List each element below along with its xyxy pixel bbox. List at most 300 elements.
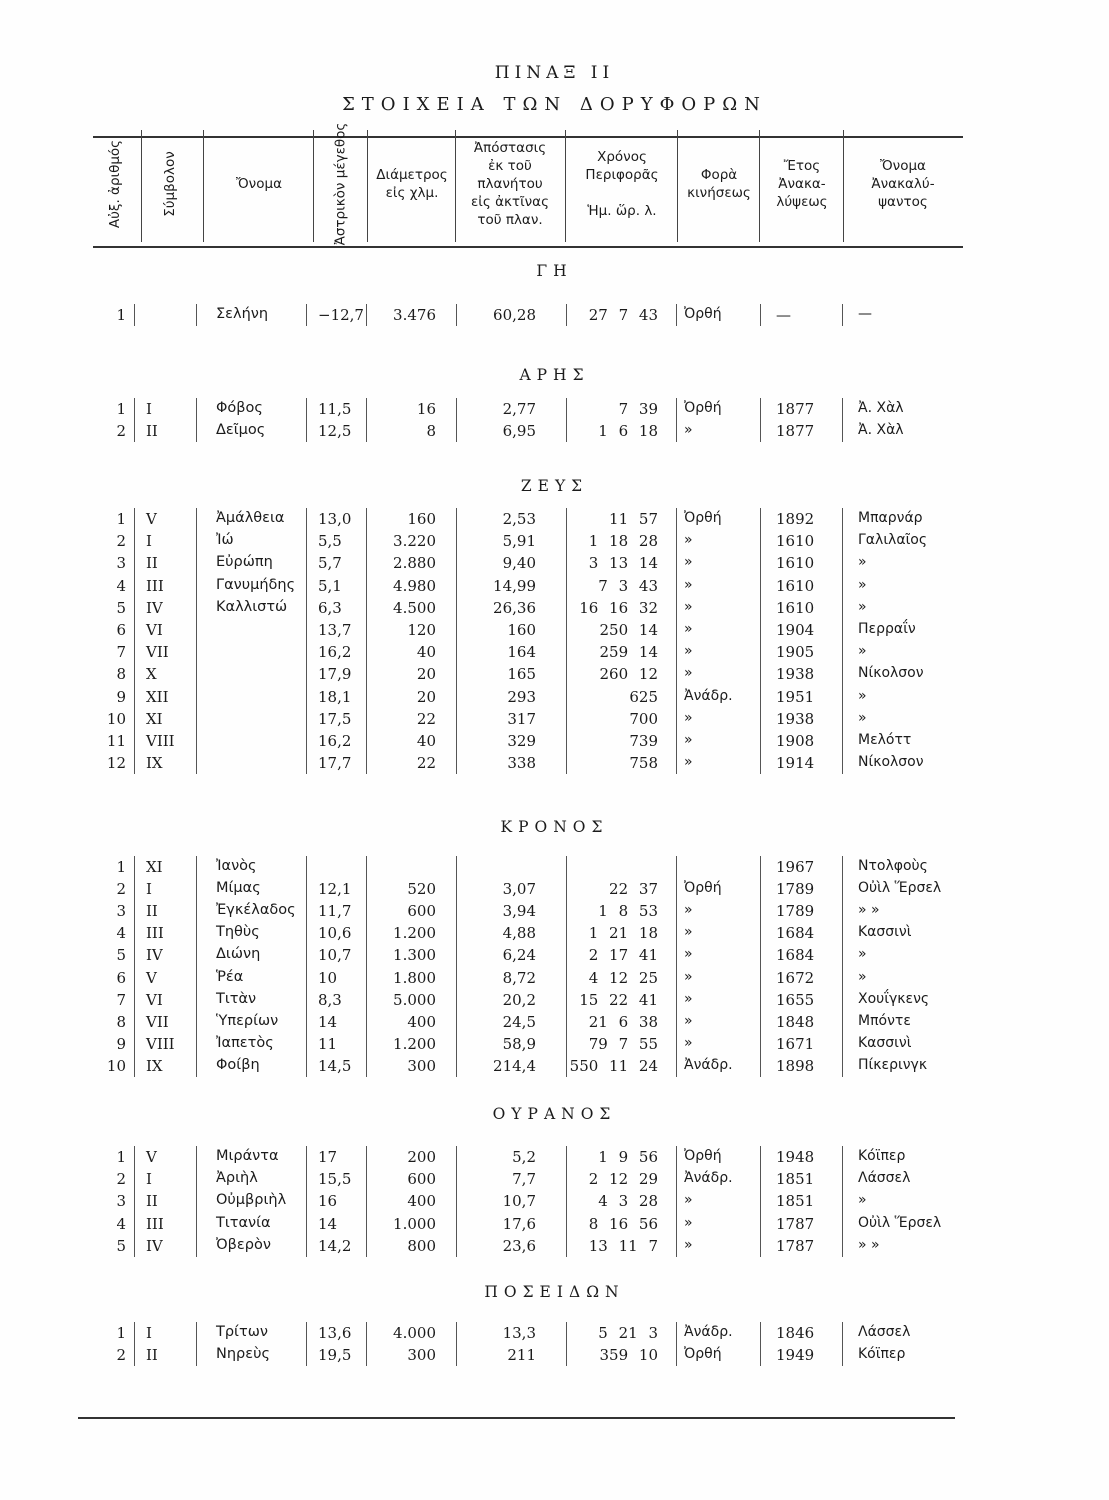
discoverer-name: Νίκολσον (858, 665, 924, 682)
discovery-year: 1908 (776, 732, 815, 750)
discovery-year: 1877 (776, 422, 815, 440)
satellite-name: Ὑπερίων (216, 1012, 279, 1029)
row-number: 6 (116, 968, 126, 987)
satellite-name: Μίμας (216, 880, 261, 897)
stellar-magnitude: 10,7 (318, 946, 352, 965)
diameter-km: 400 (407, 1012, 436, 1031)
satellite-symbol: I (146, 880, 152, 899)
discoverer-name: » (858, 1192, 867, 1209)
satellite-name: Δεῖμος (216, 422, 266, 438)
planet-distance: 26,36 (493, 598, 536, 617)
motion-direction: Ἀνάδρ. (684, 1324, 733, 1340)
orbital-period: 2 17 41 (588, 946, 658, 965)
row-number: 7 (116, 643, 126, 662)
motion-direction: » (684, 924, 693, 941)
discoverer-name: — (858, 306, 872, 322)
row-number: 1 (116, 400, 126, 418)
satellite-symbol: IX (146, 1056, 163, 1075)
satellite-name: Ἰώ (216, 532, 234, 549)
orbital-period: 8 16 56 (588, 1214, 658, 1233)
table-row (0, 902, 1109, 924)
stellar-magnitude: 11,7 (318, 902, 352, 921)
motion-direction: » (684, 1236, 693, 1253)
stellar-magnitude: 17,5 (318, 709, 352, 728)
row-number: 6 (116, 621, 126, 639)
satellite-symbol: XI (146, 858, 163, 876)
row-number: 1 (116, 858, 126, 876)
diameter-km: 600 (407, 902, 436, 921)
satellite-symbol: I (146, 1170, 152, 1189)
row-number: 3 (116, 1192, 126, 1211)
orbital-period: 79 7 55 (588, 1034, 658, 1053)
stellar-magnitude: 15,5 (318, 1170, 352, 1189)
orbital-period: 1 18 28 (588, 532, 658, 551)
discoverer-name: Πίκερινγκ (858, 1056, 928, 1073)
motion-direction: » (684, 576, 693, 593)
discovery-year: 1851 (776, 1192, 815, 1211)
stellar-magnitude: 13,0 (318, 510, 352, 528)
col-header-period: Χρόνος Περιφορᾶς Ἡμ. ὥρ. λ. (585, 149, 659, 219)
discovery-year: 1610 (776, 598, 815, 617)
orbital-period: 259 14 (599, 643, 658, 662)
satellite-name: Νηρεὺς (216, 1346, 270, 1362)
table-row (0, 1215, 1109, 1237)
stellar-magnitude: 16,2 (318, 643, 352, 662)
col-header-symbol: Σύμβολον (162, 151, 179, 217)
diameter-km: 1.200 (393, 924, 436, 943)
discoverer-name: Οὐὶλ Ἕρσελ (858, 1214, 942, 1231)
satellite-name: Ἐγκέλαδος (216, 902, 296, 919)
satellite-symbol: VII (146, 1012, 169, 1031)
col-header-discoverer: Ὄνομα Ἀνακαλύ- ψαντος (871, 158, 935, 210)
row-number: 4 (116, 924, 126, 943)
stellar-magnitude: 17 (318, 1148, 338, 1166)
orbital-period: 7 39 (618, 400, 658, 418)
row-number: 3 (116, 902, 126, 921)
table-row (0, 532, 1109, 554)
orbital-period: 739 (629, 732, 658, 750)
planet-distance: 165 (507, 665, 536, 684)
row-number: 4 (116, 1214, 126, 1233)
satellite-symbol: II (146, 1346, 158, 1364)
diameter-km: 600 (407, 1170, 436, 1189)
discovery-year: 1846 (776, 1324, 815, 1342)
planet-distance: 2,77 (502, 400, 536, 418)
motion-direction: Ἀνάδρ. (684, 1170, 733, 1187)
motion-direction: » (684, 532, 693, 549)
stellar-magnitude: 17,7 (318, 754, 352, 773)
diameter-km: 22 (416, 754, 436, 773)
motion-direction: Ὀρθή (684, 880, 722, 897)
table-row (0, 1346, 1109, 1368)
discoverer-name: Κόϊπερ (858, 1346, 906, 1362)
planet-distance: 214,4 (493, 1056, 536, 1075)
motion-direction: » (684, 946, 693, 963)
section-heading: ΟΥΡΑΝΟΣ (492, 1105, 617, 1123)
row-number: 12 (106, 754, 126, 773)
discoverer-name: Γαλιλαῖος (858, 532, 928, 549)
col-header-magnitude: Ἀστρικὸν μέγεθος (332, 122, 349, 246)
planet-distance: 338 (507, 754, 536, 773)
satellite-name: Ὀβερὸν (216, 1236, 271, 1253)
orbital-period: 7 3 43 (598, 576, 658, 595)
motion-direction: Ὀρθή (684, 1148, 722, 1164)
satellite-name: Ἀριὴλ (216, 1170, 258, 1187)
motion-direction: Ἀνάδρ. (684, 687, 733, 704)
planet-distance: 8,72 (502, 968, 536, 987)
table-row (0, 643, 1109, 665)
orbital-period: 250 14 (599, 621, 658, 639)
satellite-symbol: V (146, 510, 157, 528)
discovery-year: 1848 (776, 1012, 815, 1031)
row-number: 9 (116, 687, 126, 706)
discovery-year: 1610 (776, 532, 815, 551)
table-row (0, 400, 1109, 422)
discoverer-name: Λάσσελ (858, 1324, 911, 1340)
planet-distance: 13,3 (502, 1324, 536, 1342)
satellite-symbol: VIII (146, 732, 175, 750)
table-row (0, 1192, 1109, 1214)
stellar-magnitude: 13,6 (318, 1324, 352, 1342)
satellite-symbol: I (146, 1324, 152, 1342)
planet-distance: 329 (507, 732, 536, 750)
motion-direction: » (684, 598, 693, 615)
table-row (0, 991, 1109, 1013)
discoverer-name: Κασσινὶ (858, 924, 912, 941)
diameter-km: 1.800 (393, 968, 436, 987)
motion-direction: » (684, 1192, 693, 1209)
motion-direction: » (684, 902, 693, 919)
section-heading: ΖΕΥΣ (520, 477, 589, 495)
table-row (0, 969, 1109, 991)
discovery-year: 1851 (776, 1170, 815, 1189)
satellite-symbol: VII (146, 643, 169, 662)
satellite-symbol: V (146, 968, 157, 987)
discoverer-name: Νίκολσον (858, 754, 924, 771)
row-number: 8 (116, 665, 126, 684)
discoverer-name: » (858, 598, 867, 615)
diameter-km: 300 (407, 1056, 436, 1075)
satellite-name: Σελήνη (216, 306, 269, 322)
satellite-symbol: XII (146, 687, 169, 706)
stellar-magnitude: 14 (318, 1214, 338, 1233)
diameter-km: 40 (416, 732, 436, 750)
planet-distance: 3,94 (502, 902, 536, 921)
planet-distance: 17,6 (502, 1214, 536, 1233)
row-number: 5 (116, 598, 126, 617)
satellite-symbol: III (146, 924, 164, 943)
orbital-period: 3 13 14 (588, 554, 658, 573)
satellite-symbol: VIII (146, 1034, 175, 1053)
planet-distance: 24,5 (502, 1012, 536, 1031)
discoverer-name: » » (858, 1236, 880, 1253)
row-number: 7 (116, 990, 126, 1009)
table-row (0, 306, 1109, 328)
satellite-symbol: IV (146, 946, 163, 965)
stellar-magnitude: 18,1 (318, 687, 352, 706)
table-row (0, 665, 1109, 687)
discoverer-name: » (858, 576, 867, 593)
discoverer-name: Ἀ. Χὰλ (858, 400, 904, 416)
stellar-magnitude: 6,3 (318, 598, 342, 617)
planet-distance: 9,40 (502, 554, 536, 573)
diameter-km: 1.000 (393, 1214, 436, 1233)
table-row (0, 510, 1109, 532)
satellite-name: Φόβος (216, 400, 263, 416)
satellite-name: Ἰανὸς (216, 858, 257, 874)
table-row (0, 732, 1109, 754)
planet-distance: 5,91 (502, 532, 536, 551)
diameter-km: 20 (416, 687, 436, 706)
diameter-km: 4.500 (393, 598, 436, 617)
orbital-period: 1 8 53 (598, 902, 658, 921)
satellite-symbol: VI (146, 621, 163, 639)
table-row (0, 1057, 1109, 1079)
planet-distance: 5,2 (512, 1148, 536, 1166)
row-number: 3 (116, 554, 126, 573)
satellite-symbol: III (146, 1214, 164, 1233)
table-row (0, 754, 1109, 776)
stellar-magnitude: 11,5 (318, 400, 352, 418)
satellite-symbol: I (146, 532, 152, 551)
row-number: 1 (116, 1148, 126, 1166)
stellar-magnitude: 19,5 (318, 1346, 352, 1364)
orbital-period: 11 57 (609, 510, 658, 528)
section-heading: ΠΟΣΕΙΔΩΝ (484, 1283, 625, 1301)
stellar-magnitude: 5,1 (318, 576, 342, 595)
diameter-km: 300 (407, 1346, 436, 1364)
discoverer-name: Μπόντε (858, 1012, 911, 1029)
table-row (0, 880, 1109, 902)
stellar-magnitude: 14,2 (318, 1236, 352, 1255)
orbital-period: 1 6 18 (598, 422, 658, 440)
motion-direction: » (684, 968, 693, 985)
stellar-magnitude: 11 (318, 1034, 338, 1053)
satellite-symbol: IV (146, 1236, 163, 1255)
table-row (0, 946, 1109, 968)
row-number: 4 (116, 576, 126, 595)
satellite-symbol: X (146, 665, 157, 684)
discoverer-name: Ντολφοὺς (858, 858, 928, 874)
motion-direction: » (684, 1214, 693, 1231)
motion-direction: » (684, 732, 693, 748)
motion-direction: Ἀνάδρ. (684, 1056, 733, 1073)
stellar-magnitude: 13,7 (318, 621, 352, 639)
satellite-name: Τιτὰν (216, 990, 257, 1007)
orbital-period: 1 21 18 (588, 924, 658, 943)
diameter-km: 1.300 (393, 946, 436, 965)
satellite-symbol: VI (146, 990, 163, 1009)
discovery-year: 1610 (776, 576, 815, 595)
motion-direction: » (684, 643, 693, 660)
planet-distance: 4,88 (502, 924, 536, 943)
discovery-year: 1789 (776, 902, 815, 921)
col-header-name: Ὄνομα (236, 176, 282, 192)
row-number: 1 (116, 306, 126, 324)
table-row (0, 621, 1109, 643)
orbital-period: 15 22 41 (579, 990, 658, 1009)
stellar-magnitude: 16,2 (318, 732, 352, 750)
planet-distance: 20,2 (502, 990, 536, 1009)
table-row (0, 422, 1109, 444)
discovery-year: 1914 (776, 754, 815, 773)
discoverer-name: Κασσινὶ (858, 1034, 912, 1051)
discoverer-name: Χουΐγκενς (858, 990, 930, 1007)
satellite-name: Μιράντα (216, 1148, 279, 1164)
discovery-year: 1684 (776, 946, 815, 965)
table-row (0, 688, 1109, 710)
stellar-magnitude: 5,5 (318, 532, 342, 551)
diameter-km: 3.220 (393, 532, 436, 551)
orbital-period: 359 10 (599, 1346, 658, 1364)
satellite-symbol: II (146, 554, 158, 573)
orbital-period: 700 (629, 709, 658, 728)
planet-distance: 10,7 (502, 1192, 536, 1211)
row-number: 5 (116, 946, 126, 965)
satellite-symbol: XI (146, 709, 163, 728)
col-header-diameter: Διάμετρος εἰς χλμ. (376, 167, 448, 201)
satellite-name: Ἀμάλθεια (216, 510, 285, 526)
stellar-magnitude: 14,5 (318, 1056, 352, 1075)
satellite-name: Γανυμήδης (216, 576, 296, 593)
table-row (0, 1148, 1109, 1170)
orbital-period: 5 21 3 (598, 1324, 658, 1342)
table-row (0, 1324, 1109, 1346)
row-number: 10 (106, 709, 126, 728)
discoverer-name: Κόϊπερ (858, 1148, 906, 1164)
planet-distance: 317 (507, 709, 536, 728)
table-row (0, 577, 1109, 599)
diameter-km: 4.980 (393, 576, 436, 595)
discovery-year: 1904 (776, 621, 815, 639)
satellite-symbol: II (146, 422, 158, 440)
stellar-magnitude: 14 (318, 1012, 338, 1031)
discovery-year: 1610 (776, 554, 815, 573)
satellite-name: Καλλιστώ (216, 598, 288, 615)
diameter-km: 200 (407, 1148, 436, 1166)
discovery-year: 1787 (776, 1236, 815, 1255)
satellite-symbol: V (146, 1148, 157, 1166)
diameter-km: 120 (407, 621, 436, 639)
satellite-name: Τιτανία (216, 1214, 271, 1231)
motion-direction: » (684, 709, 693, 726)
discovery-year: 1948 (776, 1148, 815, 1166)
stellar-magnitude: 17,9 (318, 665, 352, 684)
diameter-km: 22 (416, 709, 436, 728)
stellar-magnitude: 16 (318, 1192, 338, 1211)
satellite-symbol: II (146, 902, 158, 921)
satellite-name: Ῥέα (216, 968, 244, 985)
planet-distance: 6,95 (502, 422, 536, 440)
stellar-magnitude: 10,6 (318, 924, 352, 943)
discovery-year: 1671 (776, 1034, 815, 1053)
discoverer-name: » (858, 968, 867, 985)
diameter-km: 800 (407, 1236, 436, 1255)
planet-distance: 23,6 (502, 1236, 536, 1255)
discoverer-name: » (858, 554, 867, 571)
header-bottom-rule (93, 246, 963, 248)
planet-distance: 211 (507, 1346, 536, 1364)
satellite-name: Φοίβη (216, 1056, 260, 1073)
satellite-name: Διώνη (216, 946, 261, 963)
orbital-period: 260 12 (599, 665, 658, 684)
satellite-name: Οὐμβριὴλ (216, 1192, 287, 1209)
discoverer-name: » (858, 687, 867, 704)
stellar-magnitude: 12,5 (318, 422, 352, 440)
discoverer-name: Οὐὶλ Ἕρσελ (858, 880, 942, 897)
diameter-km: 1.200 (393, 1034, 436, 1053)
discovery-year: 1655 (776, 990, 815, 1009)
orbital-period: 21 6 38 (588, 1012, 658, 1031)
diameter-km: 8 (426, 422, 436, 440)
satellite-name: Τρίτων (216, 1324, 268, 1340)
planet-distance: 293 (507, 687, 536, 706)
orbital-period: 1 9 56 (598, 1148, 658, 1166)
diameter-km: 40 (416, 643, 436, 662)
planet-distance: 60,28 (493, 306, 536, 324)
diameter-km: 520 (407, 880, 436, 899)
discovery-year: 1938 (776, 665, 815, 684)
discoverer-name: Λάσσελ (858, 1170, 911, 1187)
planet-distance: 58,9 (502, 1034, 536, 1053)
planet-distance: 160 (507, 621, 536, 639)
discovery-year: 1905 (776, 643, 815, 662)
planet-distance: 164 (507, 643, 536, 662)
section-heading: ΓΗ (536, 262, 573, 280)
row-number: 2 (116, 532, 126, 551)
motion-direction: » (684, 621, 693, 637)
discoverer-name: » (858, 643, 867, 660)
stellar-magnitude: 8,3 (318, 990, 342, 1009)
satellite-symbol: IV (146, 598, 163, 617)
discovery-year: 1672 (776, 968, 815, 987)
table-row (0, 1170, 1109, 1192)
planet-distance: 7,7 (512, 1170, 536, 1189)
orbital-period: 4 3 28 (598, 1192, 658, 1211)
diameter-km: 400 (407, 1192, 436, 1211)
section-heading: ΑΡΗΣ (519, 366, 590, 384)
orbital-period: 2 12 29 (588, 1170, 658, 1189)
orbital-period: 13 11 7 (588, 1236, 658, 1255)
planet-distance: 3,07 (502, 880, 536, 899)
discovery-year: 1787 (776, 1214, 815, 1233)
col-header-distance: Ἀπόστασις ἐκ τοῦ πλανήτου εἰς ἀκτῖνας τοῦ πλαν. (471, 140, 549, 228)
orbital-period: 550 11 24 (569, 1056, 658, 1075)
row-number: 2 (116, 880, 126, 899)
orbital-period: 16 16 32 (579, 598, 658, 617)
col-header-num: Αὐξ. ἀριθμός (107, 139, 124, 229)
row-number: 5 (116, 1236, 126, 1255)
discovery-year: 1684 (776, 924, 815, 943)
table-row (0, 554, 1109, 576)
row-number: 8 (116, 1012, 126, 1031)
row-number: 2 (116, 1170, 126, 1189)
table-number: ΠΙΝΑΞ ΙΙ (494, 63, 615, 83)
orbital-period: 758 (629, 754, 658, 773)
diameter-km: 20 (416, 665, 436, 684)
stellar-magnitude: −12,7 (318, 306, 364, 324)
motion-direction: » (684, 990, 693, 1007)
diameter-km: 16 (416, 400, 436, 418)
discovery-year: 1789 (776, 880, 815, 899)
table-row (0, 599, 1109, 621)
motion-direction: Ὀρθή (684, 400, 722, 416)
motion-direction: Ὀρθή (684, 306, 722, 322)
discoverer-name: Μελόττ (858, 732, 912, 748)
table-row (0, 924, 1109, 946)
discovery-year: 1938 (776, 709, 815, 728)
diameter-km: 5.000 (393, 990, 436, 1009)
